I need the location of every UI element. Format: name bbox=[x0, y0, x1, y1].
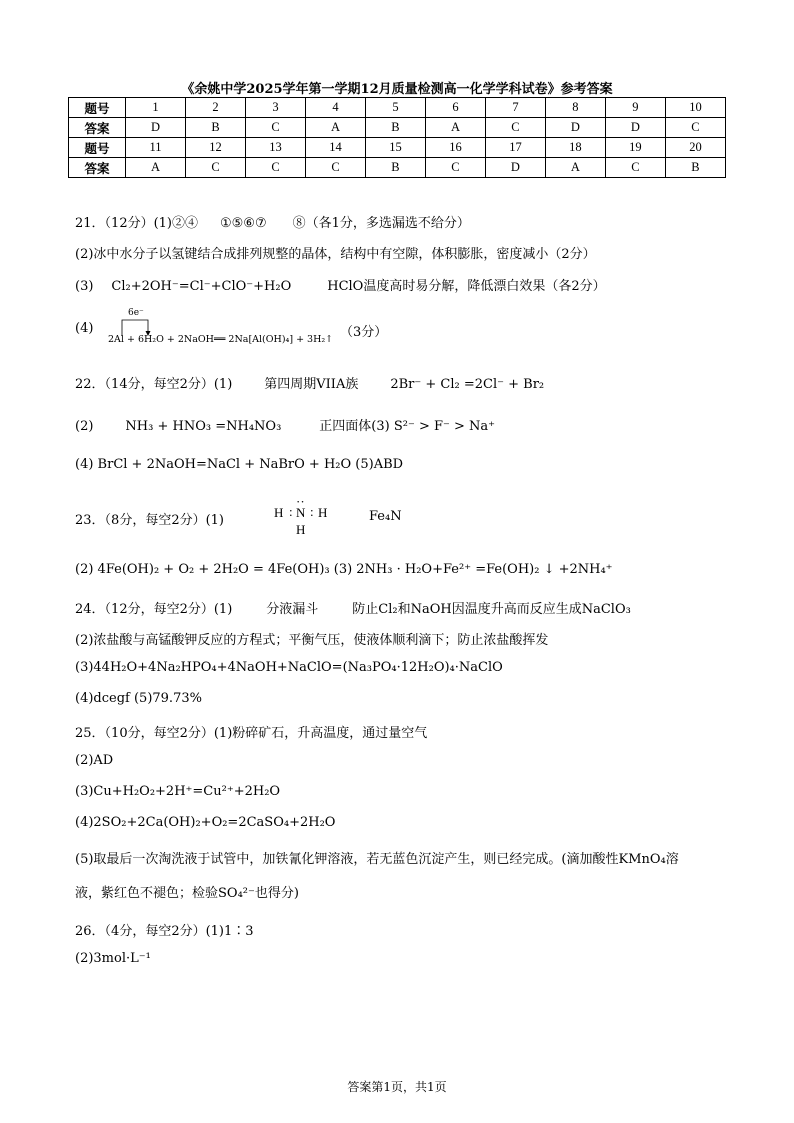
q22-line1 bbox=[75, 373, 544, 392]
table-cell: 16 bbox=[425, 138, 485, 158]
q22-p2-equation: NH₃ + HNO₃ =NH₄NO₃ bbox=[125, 419, 282, 434]
table-cell: D bbox=[605, 118, 665, 138]
q21-answer-c: ⑧（各1分，多选漏选不给分） bbox=[292, 216, 470, 231]
table-cell: C bbox=[246, 158, 306, 178]
answer-table bbox=[68, 97, 726, 178]
table-cell: C bbox=[246, 118, 306, 138]
table-cell: 17 bbox=[485, 138, 545, 158]
q21-line2: (2)冰中水分子以氢键结合成排列规整的晶体，结构中有空隙，体积膨胀，密度减小（2分） bbox=[75, 247, 596, 262]
table-cell: A bbox=[306, 118, 366, 138]
q25-line5a: (5)取最后一次淘洗液于试管中，加铁氰化钾溶液，若无蓝色沉淀产生，则已经完成。(滴加酸性KMnO₄溶 bbox=[75, 852, 679, 867]
table-cell: 1 bbox=[126, 98, 186, 118]
q21-p3-equation: Cl₂+2OH⁻=Cl⁻+ClO⁻+H₂O bbox=[111, 279, 292, 294]
q24-head: 24．（12分，每空2分）(1) bbox=[75, 602, 233, 617]
q22-head: 22．（14分，每空2分）(1) bbox=[75, 377, 233, 392]
q24-line3: (3)44H₂O+4Na₂HPO₄+4NaOH+NaClO=(Na₃PO₄·12H₂O)₄·NaClO bbox=[75, 660, 503, 675]
table-cell: 10 bbox=[665, 98, 725, 118]
table-cell: 14 bbox=[306, 138, 366, 158]
row-label: 题号 bbox=[69, 138, 126, 158]
q21-p3-text: HClO温度高时易分解，降低漂白效果（各2分） bbox=[327, 279, 606, 294]
table-cell: 19 bbox=[605, 138, 665, 158]
q25-line4: (4)2SO₂+2Ca(OH)₂+O₂=2CaSO₄+2H₂O bbox=[75, 815, 336, 830]
q24-line2: (2)浓盐酸与高锰酸钾反应的方程式；平衡气压，使液体顺利滴下；防止浓盐酸挥发 bbox=[75, 633, 549, 648]
q22-answer-b: 第四周期VIIA族 bbox=[264, 377, 359, 392]
table-cell: 11 bbox=[126, 138, 186, 158]
table-cell: 18 bbox=[545, 138, 605, 158]
table-cell: 3 bbox=[246, 98, 306, 118]
table-row bbox=[69, 98, 726, 118]
q21-p4-score: （3分） bbox=[340, 325, 388, 340]
table-cell: D bbox=[485, 158, 545, 178]
lewis-h-right: H bbox=[318, 505, 328, 520]
table-cell: 2 bbox=[186, 98, 246, 118]
q22-p2-label: (2) bbox=[75, 419, 94, 434]
q23-answer-c: Fe₄N bbox=[369, 509, 402, 524]
lewis-h-left: H bbox=[274, 505, 284, 520]
table-cell: 8 bbox=[545, 98, 605, 118]
table-cell: 13 bbox=[246, 138, 306, 158]
q25-line2: (2)AD bbox=[75, 753, 114, 768]
lewis-dots-left: : bbox=[289, 504, 293, 519]
table-row bbox=[69, 118, 726, 138]
lewis-h-bottom: H bbox=[296, 522, 306, 537]
q21-head: 21．（12分）(1)②④ bbox=[75, 216, 198, 231]
q21-p4-label: (4) bbox=[75, 321, 94, 336]
q22-line2 bbox=[75, 415, 495, 434]
q24-line1 bbox=[75, 598, 631, 617]
table-cell: 15 bbox=[365, 138, 425, 158]
q21-p4-equation: 2Al + 6H₂O + 2NaOH══ 2Na[Al(OH)₄] + 3H₂↑ bbox=[108, 334, 334, 345]
table-cell: 9 bbox=[605, 98, 665, 118]
q25-line3: (3)Cu+H₂O₂+2H⁺=Cu²⁺+2H₂O bbox=[75, 784, 281, 799]
table-cell: 20 bbox=[665, 138, 725, 158]
q24-answer-c: 防止Cl₂和NaOH因温度升高而反应生成NaClO₃ bbox=[352, 602, 631, 617]
table-cell: C bbox=[186, 158, 246, 178]
q26-head: 26．（4分，每空2分）(1)1∶3 bbox=[75, 924, 254, 939]
q21-line3 bbox=[75, 275, 606, 294]
q22-p2-answer: 正四面体(3) S²⁻ > F⁻ > Na⁺ bbox=[319, 419, 495, 434]
page-title: 《余姚中学2025学年第一学期12月质量检测高一化学学科试卷》参考答案 bbox=[181, 82, 613, 97]
table-cell: C bbox=[605, 158, 665, 178]
row-label: 题号 bbox=[69, 98, 126, 118]
table-cell: A bbox=[545, 158, 605, 178]
table-cell: B bbox=[186, 118, 246, 138]
table-cell: A bbox=[425, 118, 485, 138]
row-label: 答案 bbox=[69, 158, 126, 178]
table-cell: C bbox=[425, 158, 485, 178]
table-row bbox=[69, 158, 726, 178]
lewis-n: N bbox=[296, 505, 306, 520]
q21-line1 bbox=[75, 212, 470, 231]
q22-answer-c: 2Br⁻ + Cl₂ =2Cl⁻ + Br₂ bbox=[390, 377, 545, 392]
table-cell: 5 bbox=[365, 98, 425, 118]
table-cell: C bbox=[306, 158, 366, 178]
q21-electron-transfer-equation bbox=[108, 308, 388, 350]
q25-line5b: 液，紫红色不褪色；检验SO₄²⁻也得分) bbox=[75, 886, 299, 901]
lewis-dots-right: : bbox=[310, 504, 314, 519]
table-cell: C bbox=[485, 118, 545, 138]
table-cell: B bbox=[365, 158, 425, 178]
q21-p3-label: (3) bbox=[75, 279, 94, 294]
q24-answer-b: 分液漏斗 bbox=[266, 602, 319, 617]
table-cell: 7 bbox=[485, 98, 545, 118]
q23-line2: (2) 4Fe(OH)₂ + O₂ + 2H₂O = 4Fe(OH)₃ (3) 2NH₃ · H₂O+Fe²⁺ =Fe(OH)₂ ↓ +2NH₄⁺ bbox=[75, 562, 613, 577]
table-cell: A bbox=[126, 158, 186, 178]
table-row bbox=[69, 138, 726, 158]
q23-lewis-structure bbox=[270, 494, 340, 540]
lewis-top-dots: ·· bbox=[296, 494, 305, 509]
q26-line2: (2)3mol·L⁻¹ bbox=[75, 951, 151, 966]
q22-line4: (4) BrCl + 2NaOH=NaCl + NaBrO + H₂O (5)ABD bbox=[75, 457, 404, 472]
table-cell: B bbox=[365, 118, 425, 138]
table-cell: D bbox=[126, 118, 186, 138]
q21-p4-electrons: 6e⁻ bbox=[128, 308, 144, 318]
table-cell: B bbox=[665, 158, 725, 178]
table-cell: 6 bbox=[425, 98, 485, 118]
table-cell: 4 bbox=[306, 98, 366, 118]
page-footer: 答案第1页，共1页 bbox=[347, 1080, 447, 1094]
q21-answer-b: ①⑤⑥⑦ bbox=[220, 216, 267, 231]
q23-head: 23．（8分，每空2分）(1) bbox=[75, 513, 224, 528]
table-cell: D bbox=[545, 118, 605, 138]
row-label: 答案 bbox=[69, 118, 126, 138]
table-cell: 12 bbox=[186, 138, 246, 158]
q24-line4: (4)dcegf (5)79.73% bbox=[75, 691, 202, 706]
table-cell: C bbox=[665, 118, 725, 138]
q25-head: 25．（10分，每空2分）(1)粉碎矿石，升高温度，通过量空气 bbox=[75, 726, 428, 741]
